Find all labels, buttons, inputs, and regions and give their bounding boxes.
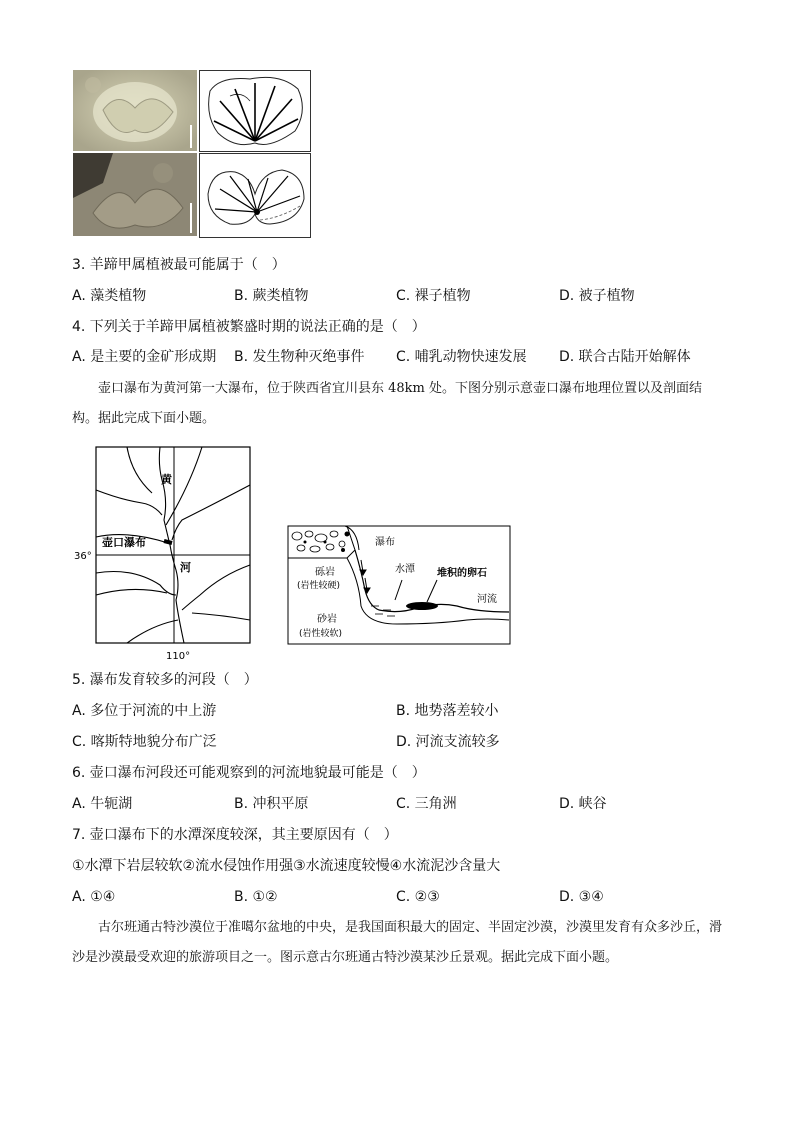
profile-label-waterfall: 瀑布: [375, 537, 395, 548]
profile-label-conglomerate-note: (岩性较硬): [297, 581, 341, 591]
q5-option-c[interactable]: C. 喀斯特地貌分布广泛: [72, 734, 217, 750]
profile-label-pebbles: 堆积的卵石: [437, 568, 487, 579]
q5-option-d[interactable]: D. 河流支流较多: [396, 734, 500, 750]
map-label-falls: 壶口瀑布: [102, 536, 146, 549]
q5-option-b[interactable]: B. 地势落差较小: [396, 703, 499, 719]
fossil-drawing-1: [199, 70, 311, 152]
q7-causes: ①水潭下岩层较软②流水侵蚀作用强③水流速度较慢④水流泥沙含量大: [72, 858, 501, 874]
q5-option-a[interactable]: A. 多位于河流的中上游: [72, 703, 217, 719]
q3-option-c[interactable]: C. 裸子植物: [396, 288, 471, 304]
profile-label-conglomerate: 砾岩: [315, 567, 335, 578]
profile-label-sandstone-note: (岩性较软): [299, 629, 343, 639]
q7-option-c[interactable]: C. ②③: [396, 889, 440, 905]
q3-stem: 3. 羊蹄甲属植被最可能属于（ ）: [72, 257, 286, 273]
passage-hukou-text: 壶口瀑布为黄河第一大瀑布，位于陕西省宜川县东 48km 处。下图分别示意壶口瀑布地理位置以及剖面结构。据此完成下面小题。: [72, 381, 703, 426]
q4-option-b[interactable]: B. 发生物种灭绝事件: [234, 349, 365, 365]
q3-option-d[interactable]: D. 被子植物: [559, 288, 635, 304]
profile-diagram: [287, 520, 513, 648]
q7-option-a[interactable]: A. ①④: [72, 889, 116, 905]
profile-label-pool: 水潭: [395, 564, 415, 575]
map-label-river-1: 黄: [161, 473, 172, 486]
q6-option-d[interactable]: D. 峡谷: [559, 796, 607, 812]
map-label-river-2: 河: [180, 561, 191, 574]
q3-option-a[interactable]: A. 藻类植物: [72, 288, 147, 304]
q4-stem: 4. 下列关于羊蹄甲属植被繁盛时期的说法正确的是（ ）: [72, 319, 426, 335]
fossil-drawing-2: [199, 153, 311, 238]
profile-label-sandstone: 砂岩: [317, 614, 337, 625]
q4-option-a[interactable]: A. 是主要的金矿形成期: [72, 349, 217, 365]
map-label-lat: 36°: [74, 551, 92, 562]
fossil-photo-1: [73, 70, 197, 151]
q6-stem: 6. 壶口瀑布河段还可能观察到的河流地貌最可能是（ ）: [72, 765, 426, 781]
map-label-lon: 110°: [166, 651, 191, 662]
fossil-photo-2: [73, 153, 197, 236]
q4-option-c[interactable]: C. 哺乳动物快速发展: [396, 349, 527, 365]
q3-option-b[interactable]: B. 蕨类植物: [234, 288, 309, 304]
profile-label-river: 河流: [477, 594, 497, 605]
passage-gurbantunggut-text: 古尔班通古特沙漠位于准噶尔盆地的中央，是我国面积最大的固定、半固定沙漠，沙漠里发育有众多沙丘，滑沙是沙漠最受欢迎的旅游项目之一。图示意古尔班通古特沙漠某沙丘景观。据此完成下面小题。: [72, 920, 723, 965]
q7-option-b[interactable]: B. ①②: [234, 889, 278, 905]
q5-stem: 5. 瀑布发育较多的河段（ ）: [72, 672, 258, 688]
q6-option-c[interactable]: C. 三角洲: [396, 796, 457, 812]
q4-option-d[interactable]: D. 联合古陆开始解体: [559, 349, 691, 365]
passage-gurbantunggut: [72, 913, 722, 973]
q7-option-d[interactable]: D. ③④: [559, 889, 604, 905]
q6-option-a[interactable]: A. 牛轭湖: [72, 796, 133, 812]
q6-option-b[interactable]: B. 冲积平原: [234, 796, 309, 812]
q7-stem: 7. 壶口瀑布下的水潭深度较深，其主要原因有（ ）: [72, 827, 398, 843]
passage-hukou: [72, 374, 722, 434]
location-map: [72, 445, 262, 663]
